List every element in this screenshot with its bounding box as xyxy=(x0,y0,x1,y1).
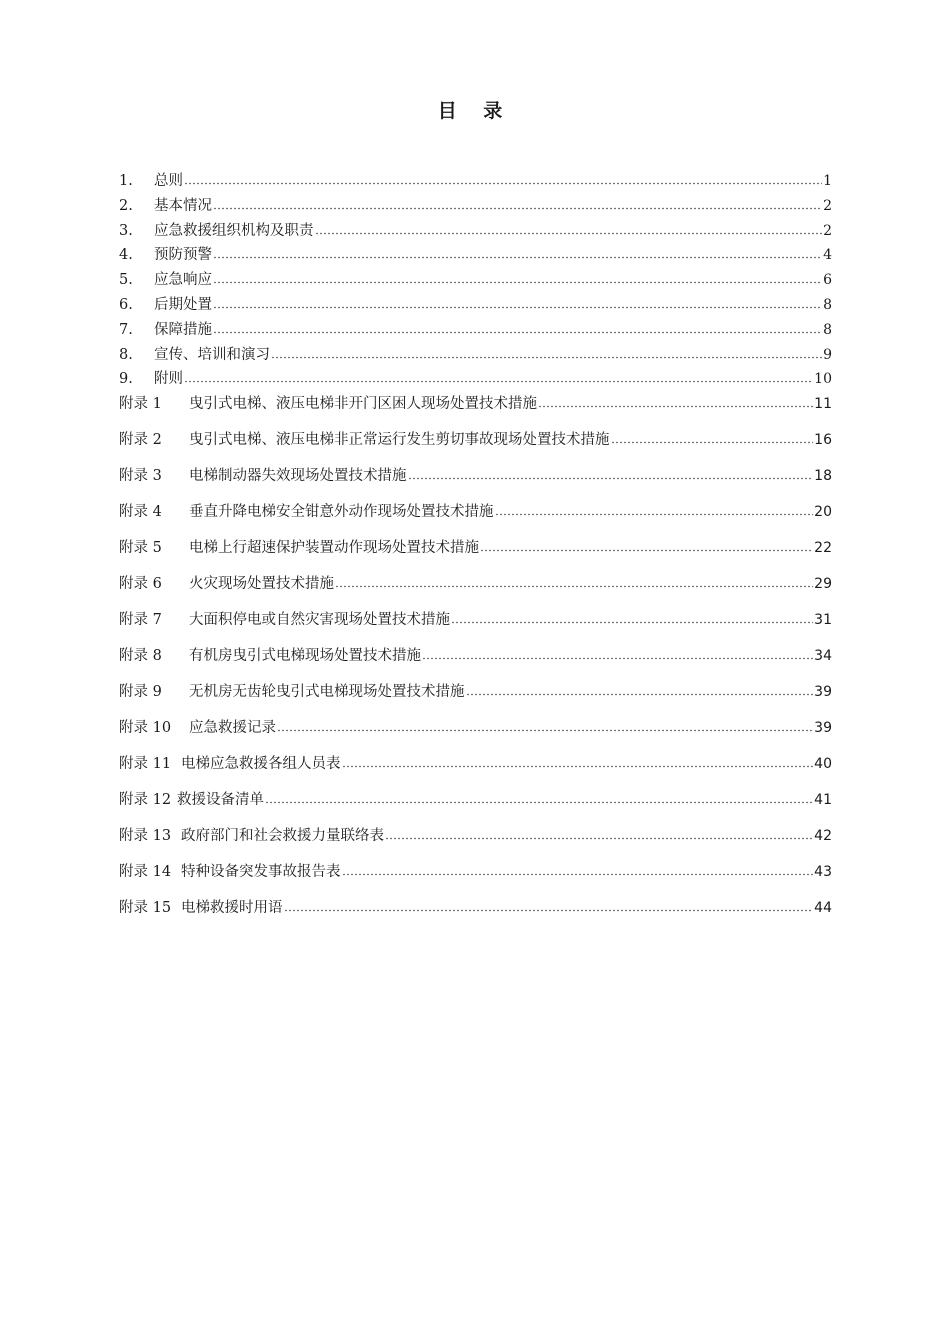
entry-number: 附录 11 xyxy=(119,756,172,773)
toc-entry-appendix-5[interactable] xyxy=(119,537,832,573)
dot-leader xyxy=(277,722,813,732)
entry-title: 电梯救援时用语 xyxy=(181,900,283,917)
entry-page-number: 34 xyxy=(814,648,832,665)
toc-entry-appendix-2[interactable] xyxy=(119,429,832,465)
entry-number: 附录 12 xyxy=(119,792,172,809)
toc-entry-section-8[interactable] xyxy=(119,344,832,369)
entry-title: 政府部门和社会救援力量联络表 xyxy=(181,828,384,845)
entry-title: 曳引式电梯、液压电梯非正常运行发生剪切事故现场处置技术措施 xyxy=(189,432,610,449)
toc-entry-appendix-10[interactable] xyxy=(119,717,832,753)
dot-leader xyxy=(335,578,813,588)
entry-title: 预防预警 xyxy=(154,247,212,264)
toc-entry-appendix-8[interactable] xyxy=(119,645,832,681)
toc-entry-appendix-4[interactable] xyxy=(119,501,832,537)
entry-number: 附录 7 xyxy=(119,612,162,629)
entry-page-number: 22 xyxy=(814,540,832,557)
dot-leader xyxy=(184,175,822,185)
entry-title: 特种设备突发事故报告表 xyxy=(181,864,341,881)
entry-number: 附录 3 xyxy=(119,468,162,485)
entry-page-number: 40 xyxy=(814,756,832,773)
dot-leader xyxy=(611,434,814,444)
entry-page-number: 2 xyxy=(823,197,832,214)
dot-leader xyxy=(265,794,813,804)
entry-page-number: 2 xyxy=(823,222,832,239)
entry-page-number: 39 xyxy=(814,720,832,737)
entry-page-number: 9 xyxy=(823,346,832,363)
entry-number: 附录 15 xyxy=(119,900,172,917)
entry-title: 应急救援组织机构及职责 xyxy=(154,222,314,239)
toc-entry-section-2[interactable] xyxy=(119,195,832,220)
entry-title: 曳引式电梯、液压电梯非开门区困人现场处置技术措施 xyxy=(189,396,537,413)
entry-title: 无机房无齿轮曳引式电梯现场处置技术措施 xyxy=(189,684,465,701)
entry-number: 6. xyxy=(119,296,133,313)
toc-entry-section-5[interactable] xyxy=(119,269,832,294)
dot-leader xyxy=(385,830,813,840)
entry-number: 2. xyxy=(119,197,133,214)
entry-number: 附录 14 xyxy=(119,864,172,881)
entry-number: 附录 2 xyxy=(119,432,162,449)
entry-title: 保障措施 xyxy=(154,321,212,338)
entry-title: 电梯制动器失效现场处置技术措施 xyxy=(189,468,407,485)
dot-leader xyxy=(495,506,814,516)
entry-title: 应急救援记录 xyxy=(189,720,276,737)
entry-title: 大面积停电或自然灾害现场处置技术措施 xyxy=(189,612,450,629)
entry-page-number: 8 xyxy=(823,296,832,313)
toc-entry-appendix-12[interactable] xyxy=(119,789,832,825)
dot-leader xyxy=(342,866,814,876)
toc-entry-appendix-3[interactable] xyxy=(119,465,832,501)
dot-leader xyxy=(213,249,822,259)
entry-number: 4. xyxy=(119,247,133,264)
table-of-contents xyxy=(119,170,832,933)
dot-leader xyxy=(213,200,822,210)
entry-number: 附录 8 xyxy=(119,648,162,665)
entry-title: 附则 xyxy=(154,371,183,388)
dot-leader xyxy=(213,274,822,284)
entry-page-number: 20 xyxy=(814,504,832,521)
entry-number: 附录 10 xyxy=(119,720,172,737)
entry-page-number: 11 xyxy=(814,396,832,413)
toc-entry-appendix-11[interactable] xyxy=(119,753,832,789)
entry-number: 7. xyxy=(119,321,133,338)
dot-leader xyxy=(342,758,814,768)
entry-number: 5. xyxy=(119,272,133,289)
entry-number: 附录 9 xyxy=(119,684,162,701)
dot-leader xyxy=(213,299,822,309)
entry-number: 1. xyxy=(119,173,133,189)
dot-leader xyxy=(480,542,813,552)
entry-number: 附录 4 xyxy=(119,504,162,521)
entry-page-number: 4 xyxy=(823,247,832,264)
entry-number: 9. xyxy=(119,371,133,388)
entry-page-number: 10 xyxy=(814,371,832,388)
toc-entry-section-7[interactable] xyxy=(119,319,832,344)
dot-leader xyxy=(315,225,823,235)
entry-title: 宣传、培训和演习 xyxy=(154,346,270,363)
dot-leader xyxy=(466,686,814,696)
toc-entry-appendix-7[interactable] xyxy=(119,609,832,645)
appendix-list xyxy=(119,393,832,933)
entry-title: 电梯应急救援各组人员表 xyxy=(181,756,341,773)
toc-entry-appendix-13[interactable] xyxy=(119,825,832,861)
dot-leader xyxy=(271,349,822,359)
entry-title: 救援设备清单 xyxy=(177,792,264,809)
entry-number: 3. xyxy=(119,222,133,239)
entry-title: 应急响应 xyxy=(154,272,212,289)
entry-page-number: 39 xyxy=(814,684,832,701)
dot-leader xyxy=(184,373,813,383)
toc-entry-section-9[interactable] xyxy=(119,368,832,393)
section-list xyxy=(119,170,832,393)
entry-title: 总则 xyxy=(154,173,183,189)
dot-leader xyxy=(451,614,813,624)
entry-page-number: 18 xyxy=(814,468,832,485)
dot-leader xyxy=(408,470,814,480)
dot-leader xyxy=(213,324,822,334)
toc-entry-section-4[interactable] xyxy=(119,244,832,269)
toc-entry-appendix-1[interactable] xyxy=(119,393,832,429)
entry-title: 有机房曳引式电梯现场处置技术措施 xyxy=(189,648,421,665)
entry-number: 附录 1 xyxy=(119,396,162,413)
entry-title: 火灾现场处置技术措施 xyxy=(189,576,334,593)
entry-number: 附录 13 xyxy=(119,828,172,845)
entry-page-number: 31 xyxy=(814,612,832,629)
toc-entry-appendix-9[interactable] xyxy=(119,681,832,717)
toc-entry-appendix-6[interactable] xyxy=(119,573,832,609)
entry-page-number: 8 xyxy=(823,321,832,338)
dot-leader xyxy=(422,650,813,660)
entry-number: 附录 5 xyxy=(119,540,162,557)
entry-page-number: 43 xyxy=(814,864,832,881)
toc-entry-section-1[interactable] xyxy=(119,170,832,195)
entry-title: 电梯上行超速保护装置动作现场处置技术措施 xyxy=(189,540,479,557)
entry-page-number: 16 xyxy=(814,432,832,449)
entry-page-number: 41 xyxy=(814,792,832,809)
entry-page-number: 6 xyxy=(823,272,832,289)
entry-title: 后期处置 xyxy=(154,296,212,313)
entry-page-number: 29 xyxy=(814,576,832,593)
toc-entry-section-3[interactable] xyxy=(119,220,832,245)
entry-page-number: 1 xyxy=(823,173,832,189)
entry-page-number: 42 xyxy=(814,828,832,845)
entry-page-number: 44 xyxy=(814,900,832,917)
entry-title: 垂直升降电梯安全钳意外动作现场处置技术措施 xyxy=(189,504,494,521)
toc-entry-appendix-15[interactable] xyxy=(119,897,832,933)
toc-title: 目 录 xyxy=(437,100,513,122)
dot-leader xyxy=(284,902,814,912)
toc-entry-appendix-14[interactable] xyxy=(119,861,832,897)
entry-number: 附录 6 xyxy=(119,576,162,593)
toc-entry-section-6[interactable] xyxy=(119,294,832,319)
dot-leader xyxy=(538,398,813,408)
entry-number: 8. xyxy=(119,346,133,363)
entry-title: 基本情况 xyxy=(154,197,212,214)
